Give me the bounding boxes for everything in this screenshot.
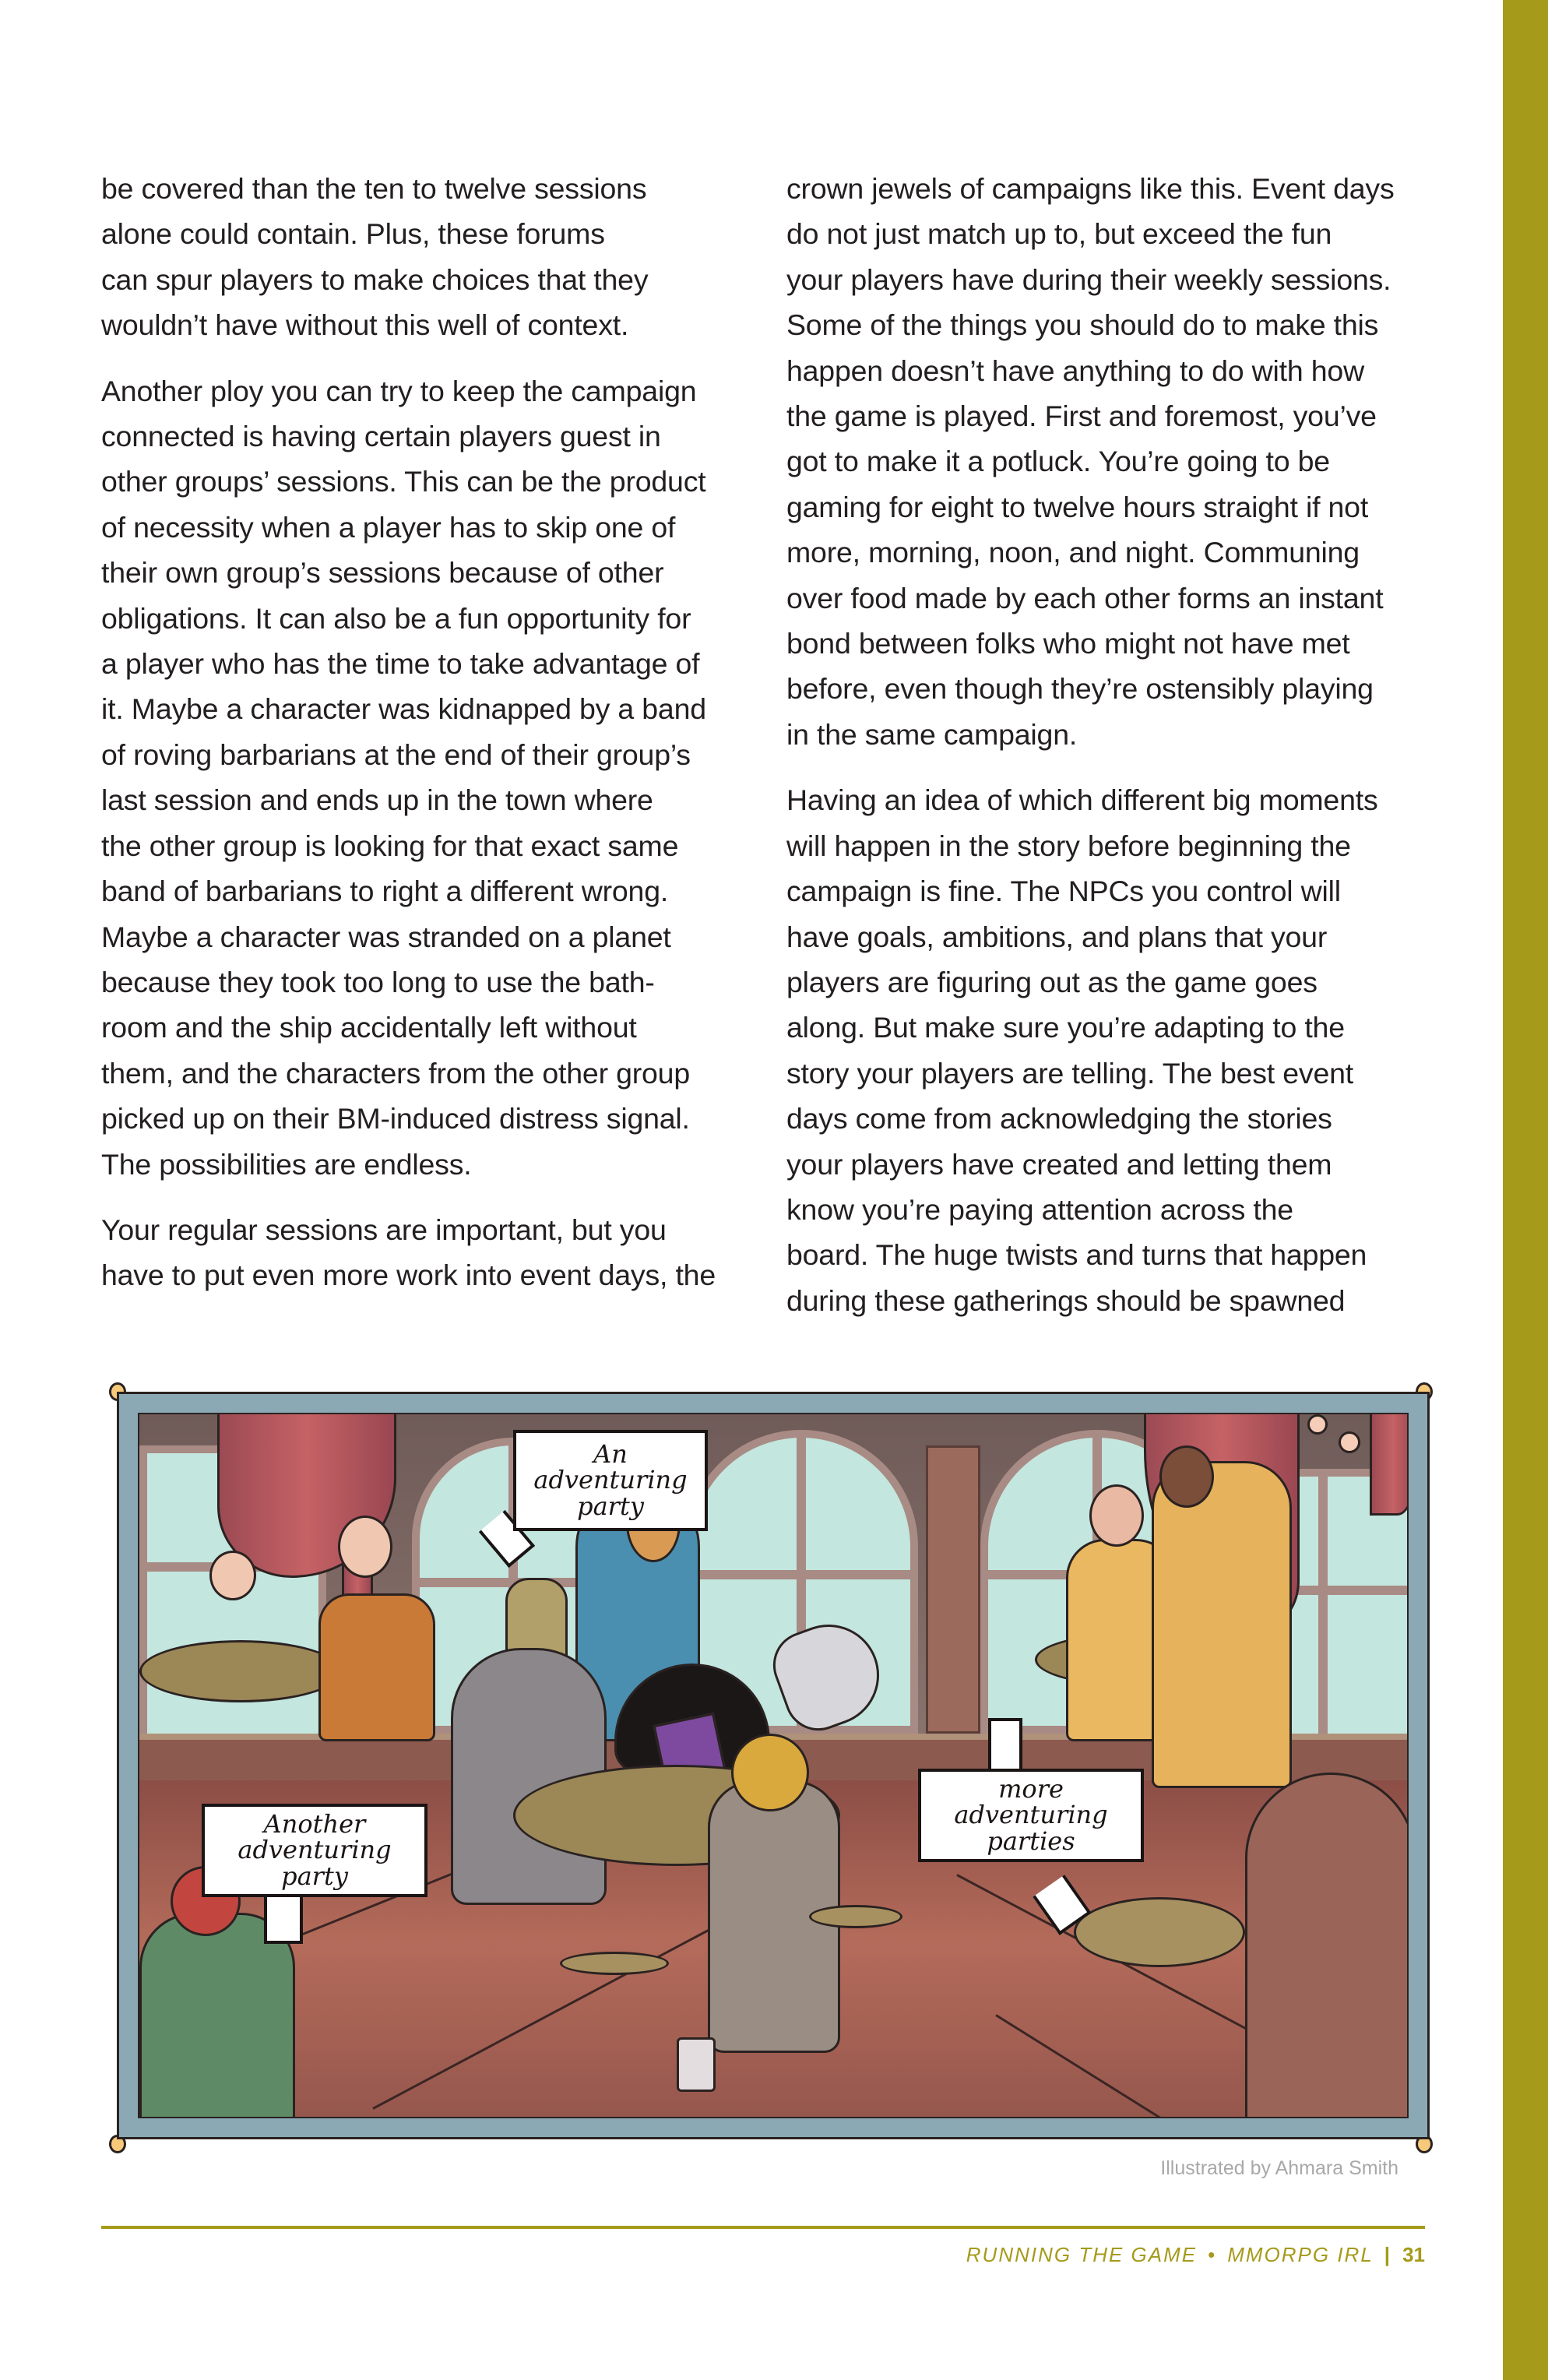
text-line: Having an idea of which different big moments (786, 783, 1378, 817)
text-line: can spur players to make choices that they (101, 262, 649, 296)
sign-text: more (998, 1773, 1064, 1804)
sign-text: An (593, 1438, 628, 1469)
sign-text: adventuring (954, 1800, 1108, 1830)
text-line: have goals, ambitions, and plans that your (786, 920, 1328, 953)
lamp-icon (1339, 1431, 1360, 1453)
sign-text: adventuring (237, 1835, 392, 1865)
text-line: know you’re paying attention across the (786, 1192, 1293, 1226)
red-curtain (1370, 1413, 1409, 1516)
left-text-column (101, 166, 763, 1319)
text-line: a player who has the time to take advantage of (101, 647, 700, 681)
sign-text: Another (263, 1808, 366, 1839)
text-line: room and the ship accidentally left without (101, 1011, 637, 1044)
text-line: crown jewels of campaigns like this. Event days (786, 172, 1395, 205)
sign-text: adventuring (533, 1465, 688, 1495)
beer-mug (677, 2037, 716, 2092)
text-line: have to put even more work into event days, the (101, 1259, 716, 1292)
golden-armored-knight-head (1089, 1484, 1144, 1547)
stool (1074, 1897, 1245, 1967)
stool (560, 1952, 669, 1975)
text-line: along. But make sure you’re adapting to the (786, 1011, 1345, 1044)
text-line: bond between folks who might not have met (786, 627, 1350, 660)
tavern-scene (138, 1413, 1409, 2118)
sign-arrow (264, 1889, 303, 1944)
lamp-icon (1307, 1414, 1328, 1435)
vested-character-head (338, 1516, 392, 1578)
text-line: your players have created and letting them (786, 1147, 1332, 1181)
text-line: Another ploy you can try to keep the campaign (101, 374, 697, 407)
text-line: alone could contain. Plus, these forums (101, 217, 605, 251)
text-line: band of barbarians to right a different wrong. (101, 875, 669, 908)
golden-armored-knight (1152, 1461, 1292, 1788)
vested-character (318, 1593, 435, 1741)
paragraph (101, 166, 763, 348)
footer-book-title: MMORPG IRL (1227, 2243, 1374, 2266)
text-line: The possibilities are endless. (101, 1147, 472, 1181)
page-number: 31 (1402, 2243, 1425, 2266)
text-line: because they took too long to use the bath- (101, 965, 655, 998)
text-line: picked up on their BM-induced distress signal. (101, 1102, 690, 1135)
text-line: obligations. It can also be a fun opportunity for (101, 601, 691, 635)
tavern-illustration (109, 1382, 1433, 2153)
stool (809, 1905, 902, 1928)
right-text-column (786, 166, 1448, 1343)
text-line: Your regular sessions are important, but you (101, 1213, 667, 1246)
text-line: gaming for eight to twelve hours straight if not (786, 490, 1369, 523)
text-line: Some of the things you should do to make this (786, 308, 1379, 342)
footer-bullet: • (1208, 2243, 1217, 2266)
text-line: more, morning, noon, and night. Communing (786, 536, 1360, 569)
text-line: it. Maybe a character was kidnapped by a band (101, 692, 706, 726)
illustration-frame (117, 1392, 1430, 2139)
text-line: of necessity when a player has to skip one of (101, 510, 676, 544)
text-line: the game is played. First and foremost, you’ve (786, 400, 1377, 433)
running-footer (779, 2243, 1425, 2267)
footer-divider (101, 2226, 1425, 2229)
paragraph (101, 368, 763, 1187)
sign-text: party (577, 1491, 644, 1521)
text-line: be covered than the ten to twelve sessions (101, 172, 647, 205)
text-line: other groups’ sessions. This can be the product (101, 465, 706, 498)
text-line: your players have during their weekly sessions. (786, 262, 1391, 296)
text-line: players are figuring out as the game goes (786, 965, 1318, 998)
text-line: over food made by each other forms an instant (786, 581, 1384, 614)
text-line: in the same campaign. (786, 717, 1078, 751)
text-line: last session and ends up in the town where (101, 783, 653, 817)
paragraph (786, 777, 1448, 1323)
illustration-credit: Illustrated by Ahmara Smith (1160, 2157, 1398, 2179)
golden-armored-knight-head (1159, 1445, 1214, 1508)
footer-section-title: RUNNING THE GAME (966, 2243, 1198, 2266)
paragraph (101, 1207, 763, 1298)
hooded-drinker-character (1245, 1773, 1409, 2118)
text-line: connected is having certain players guest in (101, 420, 661, 453)
text-line: of roving barbarians at the end of their group’s (101, 738, 691, 771)
text-line: before, even though they’re ostensibly playing (786, 672, 1374, 706)
sign-more-adventuring-parties (918, 1769, 1144, 1862)
text-line: board. The huge twists and turns that happen (786, 1238, 1367, 1272)
text-line: campaign is fine. The NPCs you control will (786, 875, 1341, 908)
sign-text: party (281, 1861, 348, 1891)
text-line: days come from acknowledging the stories (786, 1102, 1332, 1135)
round-table (139, 1640, 342, 1702)
text-line: their own group’s sessions because of other (101, 556, 664, 590)
sign-an-adventuring-party (513, 1430, 708, 1531)
window-shutter (926, 1445, 980, 1734)
text-line: wouldn’t have without this well of context. (101, 308, 629, 342)
footer-pipe: | (1384, 2243, 1392, 2266)
sign-arrow (988, 1718, 1022, 1773)
text-line: do not just match up to, but exceed the fun (786, 217, 1332, 251)
page-edge-color-bar (1503, 0, 1548, 2380)
dwarf-warrior-head (731, 1734, 809, 1811)
text-line: got to make it a potluck. You’re going to be (786, 445, 1330, 478)
text-line: will happen in the story before beginning the (786, 829, 1351, 862)
text-line: during these gatherings should be spawned (786, 1283, 1346, 1317)
text-line: happen doesn’t have anything to do with how (786, 354, 1364, 387)
text-line: them, and the characters from the other group (101, 1056, 690, 1090)
paragraph (786, 166, 1448, 757)
text-line: story your players are telling. The best event (786, 1056, 1353, 1090)
sign-another-adventuring-party (202, 1804, 427, 1897)
text-line: Maybe a character was stranded on a planet (101, 920, 671, 953)
text-line: the other group is looking for that exact same (101, 829, 679, 862)
elf-child-character (209, 1551, 256, 1600)
sign-text: parties (987, 1825, 1075, 1856)
